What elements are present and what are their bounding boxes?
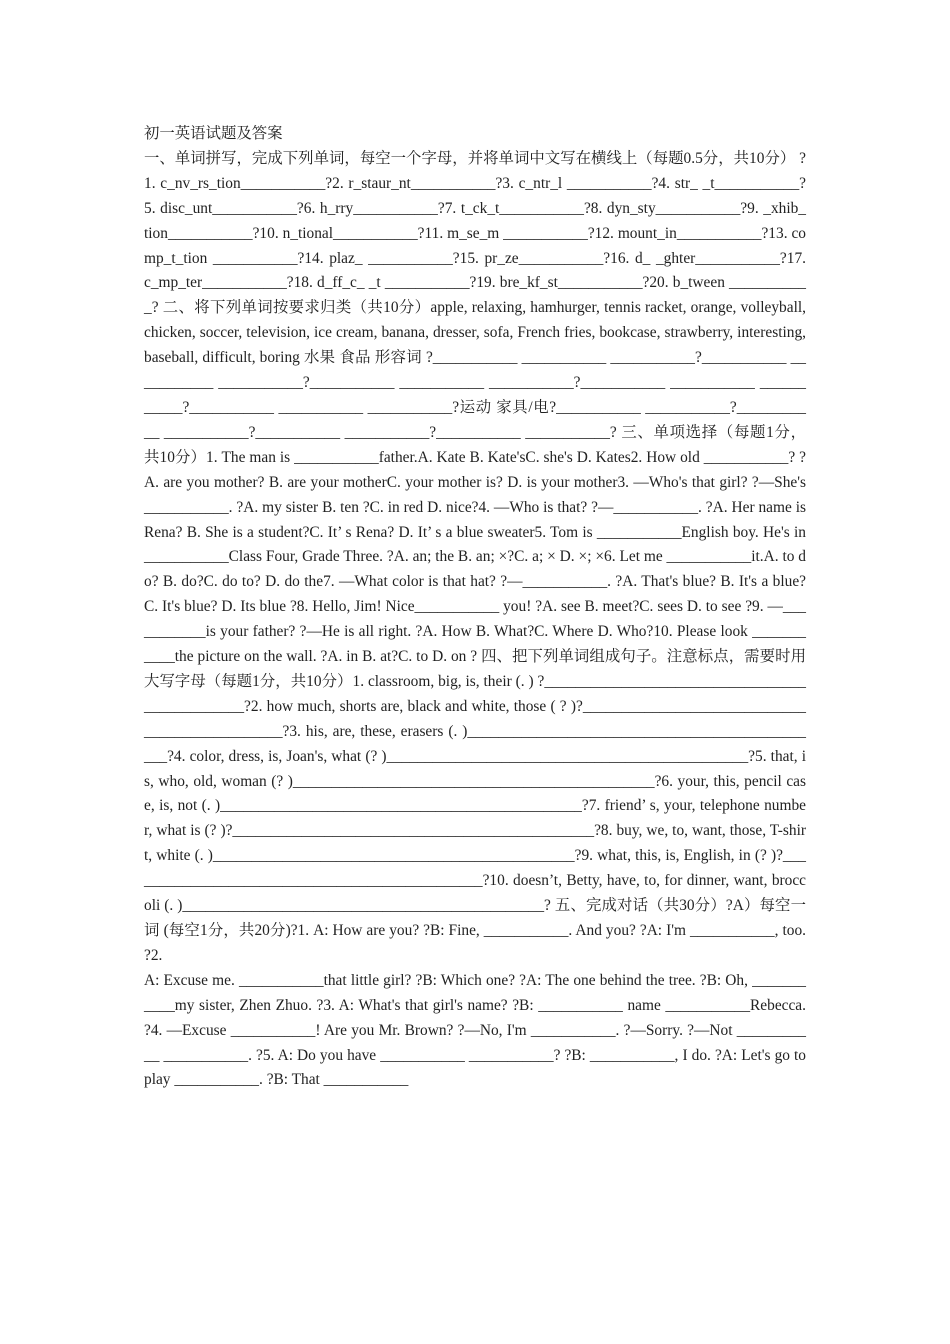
exam-body-text-continued: A: Excuse me. ___________that little girl? ?B: Which one? ?A: The one behind the tree. ?B: Oh, ___________my sister, Zhen Zhuo. ?3. A: What's that girl's name? ?B: ___________ name ___________Rebecca. ?4. —Excuse ___________! Are you Mr. Brown? ?—No, I'm ___________. ?—Sorry. ?—Not ___________ ___________. ?5. A: Do you have ___________ ___________? ?B: ___________, I do. ?A: Let's go to play ___________. ?B: That ___________ bbox=[144, 971, 806, 1089]
exam-body-text: 一、单词拼写，完成下列单词，每空一个字母，并将单词中文写在横线上（每题0.5分，共10分） ?1. c_nv_rs_tion___________?2. r_staur_nt___________?3. c_ntr_l ___________?4. str_ _t___________?5. disc_unt___________?6. h_rry___________?7. t_ck_t___________?8. dyn_sty___________?9. _xhib_tion___________?10. n_tional___________?11. m_se_m ___________?12. mount_in___________?13. comp_t_tion ___________?14. plaz_ ___________?15. pr_ze___________?16. d_ _ghter___________?17. c_mp_ter___________?18. d_ff_c_ _t ___________?19. bre_kf_st___________?20. b_tween ___________? 二、将下列单词按要求归类（共10分）apple, relaxing, hamhurger, tennis racket, orange, volleyball, chicken, soccer, television, ice cream, banana, dresser, sofa, French fries, bookcase, strawberry, interesting, baseball, difficult, boring 水果 食品 形容词 ?___________ ___________ ___________?___________ ___________ ___________?___________ ___________ ___________?___________ ___________ ___________?___________ ___________ ___________?运动 家具/电?___________ ___________?___________ ___________?___________ ___________?___________ ___________? 三、单项选择（每题1分，共10分）1. The man is ___________father.A. Kate B. Kate'sC. she's D. Kates2. How old ___________? ?A. are you mother? B. are your motherC. your mother is? D. is your mother3. —Who's that girl? ?—She's ___________. ?A. my sister B. ten ?C. in red D. nice?4. —Who is that? ?—___________. ?A. Her name is Rena? B. She is a student?C. It’ s Rena? D. It’ s a blue sweater5. Tom is ___________English boy. He's in ___________Class Four, Grade Three. ?A. an; the B. an; ×?C. a; × D. ×; ×6. Let me ___________it.A. to do? B. do?C. do to? D. do the7. —What color is that hat? ?—___________. ?A. That's blue? B. It's a blue?C. It's blue? D. Its blue ?8. Hello, Jim! Nice___________ you! ?A. see B. meet?C. sees D. to see ?9. —___________is your father? ?—He is all right. ?A. How B. What?C. Where D. Who?10. Please look ___________the picture on the wall. ?A. in B. at?C. to D. on ? 四、把下列单词组成句子。注意标点，需要时用大写字母（每题1分，共10分）1. classroom, big, is, their (. ) ?_______________________________________________?2. how much, shorts are, black and white, those ( ? )?_______________________________________________?3. his, are, these, erasers (. )_______________________________________________?4. color, dress, is, Joan's, what (? )_______________________________________________?5. that, is, who, old, woman (? )_______________________________________________?6. your, this, pencil case, is, not (. )_______________________________________________?7. friend’ s, your, telephone number, what is (? )?_______________________________________________?8. buy, we, to, want, those, T-shirt, white (. )_______________________________________________?9. what, this, is, English, in (? )?_______________________________________________?10. doesn’t, Betty, have, to, for dinner, want, broccoli (. )_______________________________________________? 五、完成对话（共30分）?A）每空一词 (每空1分，共20分)?1. A: How are you? ?B: Fine, ___________. And you? ?A: I'm ___________, too. ?2. bbox=[144, 149, 806, 964]
document-title: 初一英语试题及答案 bbox=[144, 125, 283, 142]
document-page bbox=[144, 122, 806, 1093]
